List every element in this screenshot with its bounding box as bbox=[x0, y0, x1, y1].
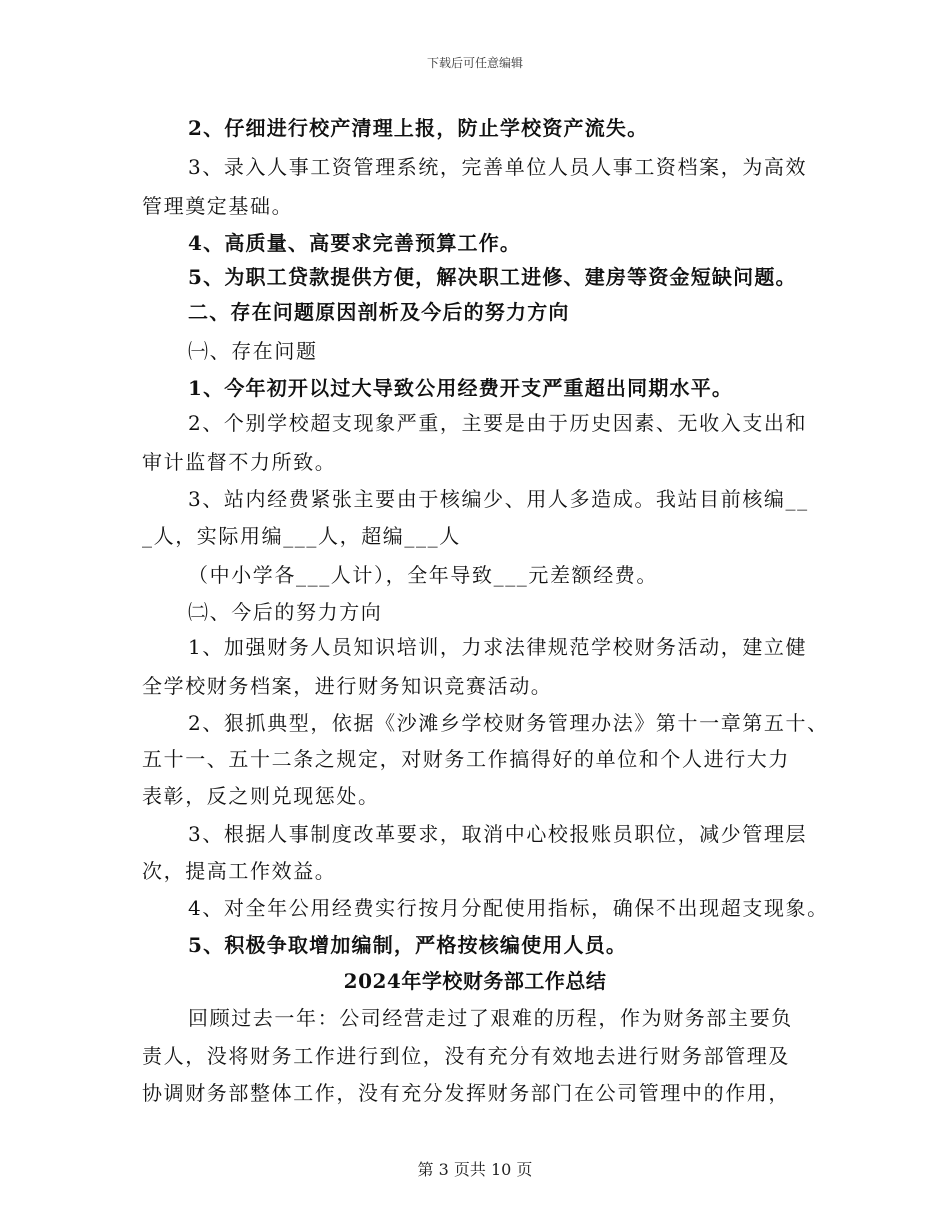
paragraph-line: 3、根据人事制度改革要求，取消中心校报账员职位，减少管理层 bbox=[188, 822, 808, 846]
paragraph-line: 协调财务部整体工作，没有充分发挥财务部门在公司管理中的作用， bbox=[142, 1081, 790, 1105]
paragraph-line: 2、仔细进行校产清理上报，防止学校资产流失。 bbox=[188, 116, 649, 140]
paragraph-line: 2、个别学校超支现象严重，主要是由于历史因素、无收入支出和 bbox=[188, 411, 808, 435]
paragraph-line: 审计监督不力所致。 bbox=[142, 450, 337, 474]
document-title: 2024年学校财务部工作总结 bbox=[343, 969, 607, 993]
paragraph-line: 4、对全年公用经费实行按月分配使用指标，确保不出现超支现象。 bbox=[188, 896, 829, 920]
paragraph-line: 次，提高工作效益。 bbox=[142, 859, 337, 883]
page-header: 下载后可任意编辑 bbox=[426, 56, 523, 70]
paragraph-line: 4、高质量、高要求完善预算工作。 bbox=[188, 231, 522, 255]
section-heading: 二、存在问题原因剖析及今后的努力方向 bbox=[188, 300, 570, 324]
paragraph-line: 表彰，反之则兑现惩处。 bbox=[142, 784, 380, 808]
paragraph-line: 全学校财务档案，进行财务知识竞赛活动。 bbox=[142, 674, 553, 698]
paragraph-line: （中小学各___人计），全年导致___元差额经费。 bbox=[188, 563, 658, 587]
subsection-heading: ㈠、存在问题 bbox=[188, 339, 318, 363]
paragraph-line: 1、今年初开以过大导致公用经费开支严重超出同期水平。 bbox=[188, 376, 734, 400]
paragraph-line: 责人，没将财务工作进行到位，没有充分有效地去进行财务部管理及 bbox=[142, 1044, 790, 1068]
paragraph-line: 3、站内经费紧张主要由于核编少、用人多造成。我站目前核编__ bbox=[188, 487, 809, 511]
paragraph-line: 5、积极争取增加编制，严格按核编使用人员。 bbox=[188, 933, 628, 957]
paragraph-line: 五十一、五十二条之规定，对财务工作搞得好的单位和个人进行大力 bbox=[142, 747, 790, 771]
paragraph-line: 2、狠抓典型，依据《沙滩乡学校财务管理办法》第十一章第五十、 bbox=[188, 711, 829, 735]
paragraph-line: 1、加强财务人员知识培训，力求法律规范学校财务活动，建立健 bbox=[188, 635, 808, 659]
page-footer: 第 3 页共 10 页 bbox=[417, 1160, 533, 1179]
paragraph-line: 回顾过去一年：公司经营走过了艰难的历程，作为财务部主要负 bbox=[188, 1006, 793, 1030]
subsection-heading: ㈡、今后的努力方向 bbox=[188, 600, 383, 624]
paragraph-line: 5、为职工贷款提供方便，解决职工进修、建房等资金短缺问题。 bbox=[188, 265, 797, 289]
paragraph-line: _人，实际用编___人，超编___人 bbox=[142, 524, 461, 548]
paragraph-line: 3、录入人事工资管理系统，完善单位人员人事工资档案，为高效 bbox=[188, 155, 808, 179]
paragraph-line: 管理奠定基础。 bbox=[142, 194, 294, 218]
